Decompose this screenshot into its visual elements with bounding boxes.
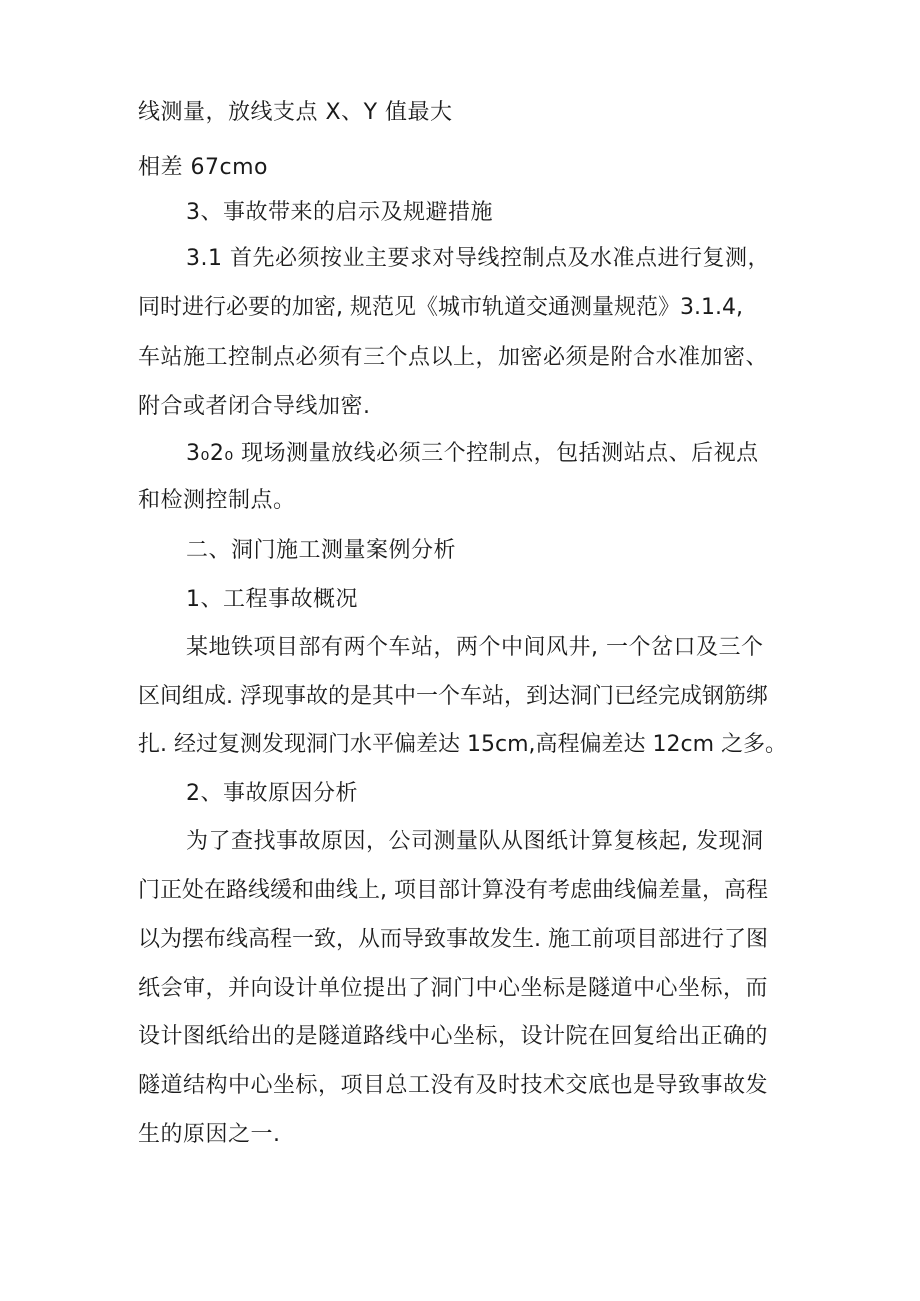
text-line: 门正处在路线缓和曲线上, 项目部计算没有考虑曲线偏差量，高程	[138, 878, 768, 903]
text-line: 同时进行必要的加密, 规范见《城市轨道交通测量规范》3.1.4,	[138, 295, 743, 320]
text-line: 某地铁项目部有两个车站，两个中间风井, 一个岔口及三个	[186, 635, 764, 660]
text-line: 为了查找事故原因，公司测量队从图纸计算复核起, 发现洞	[186, 829, 764, 854]
text-line: 车站施工控制点必须有三个点以上，加密必须是附合水准加密、	[138, 345, 769, 370]
section-heading: 2、事故原因分析	[186, 781, 358, 806]
text-line: 附合或者闭合导线加密.	[138, 394, 371, 419]
text-line: 隧道结构中心坐标，项目总工没有及时技术交底也是导致事故发	[138, 1073, 769, 1098]
text-line: 3.1 首先必须按业主要求对导线控制点及水准点进行复测，	[186, 246, 770, 271]
text-line: 生的原因之一.	[138, 1122, 281, 1147]
text-line: 纸会审，并向设计单位提出了洞门中心坐标是隧道中心坐标，而	[138, 976, 769, 1001]
section-heading: 二、洞门施工测量案例分析	[186, 538, 457, 563]
text-line: 设计图纸给出的是隧道路线中心坐标，设计院在回复给出正确的	[138, 1024, 769, 1049]
text-line: 相差 67cmo	[138, 155, 268, 180]
text-line: 扎. 经过复测发现洞门水平偏差达 15cm,高程偏差达 12cm 之多。	[138, 732, 788, 757]
text-line: 和检测控制点。	[138, 488, 296, 513]
section-heading: 3、事故带来的启示及规避措施	[186, 200, 493, 225]
text-line: 3₀2₀ 现场测量放线必须三个控制点，包括测站点、后视点	[186, 441, 759, 466]
section-heading: 1、工程事故概况	[186, 587, 358, 612]
text-line: 线测量，放线支点 X、Y 值最大	[138, 100, 453, 125]
text-line: 区间组成. 浮现事故的是其中一个车站，到达洞门已经完成钢筋绑	[138, 684, 768, 709]
text-line: 以为摆布线高程一致，从而导致事故发生. 施工前项目部进行了图	[138, 927, 768, 952]
